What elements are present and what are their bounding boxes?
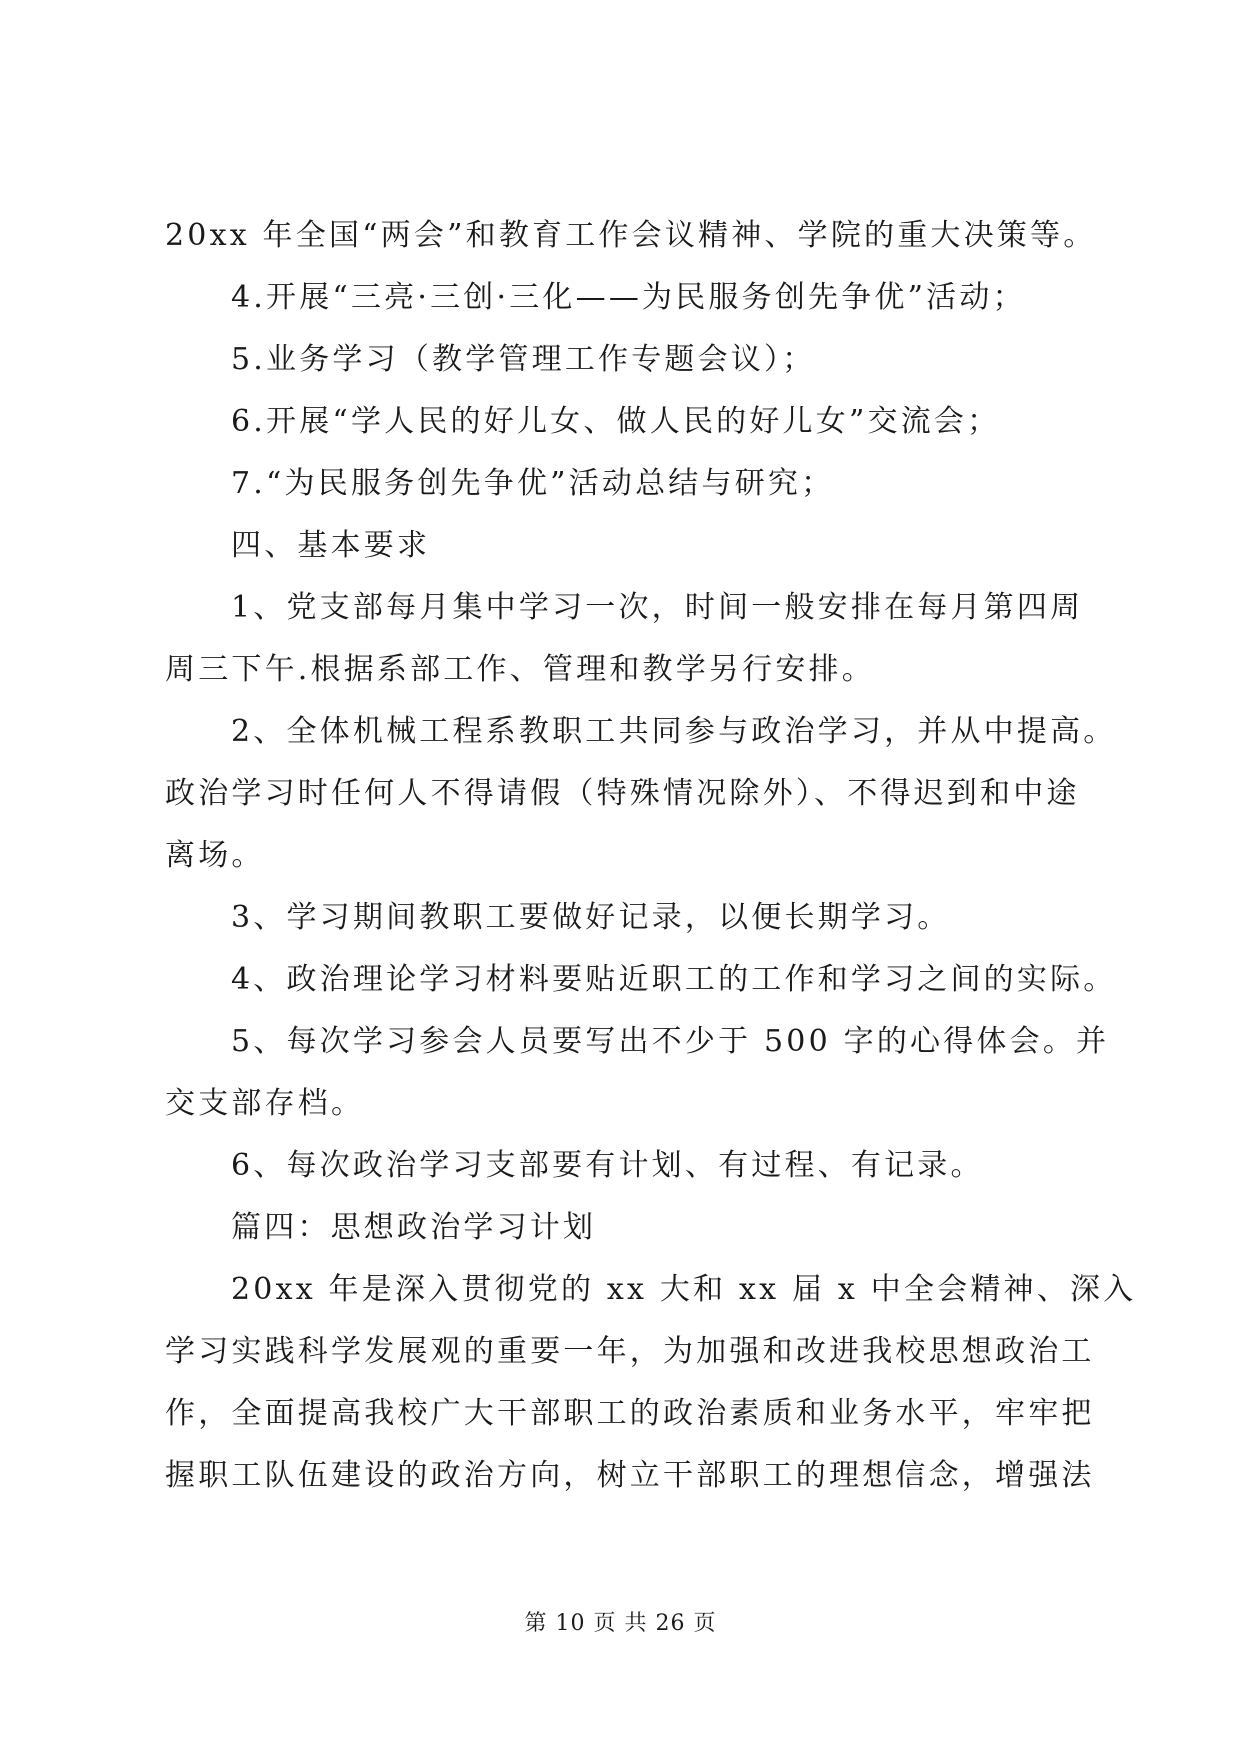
text-line-9: 2、全体机械工程系教职工共同参与政治学习，并从中提高。 bbox=[231, 714, 1117, 749]
text-line-18: 20xx 年是深入贯彻党的 xx 大和 xx 届 x 中全会精神、深入 bbox=[231, 1272, 1137, 1307]
text-line-20: 作，全面提高我校广大干部职工的政治素质和业务水平，牢牢把 bbox=[165, 1396, 1095, 1431]
text-line-5: 7.“为民服务创先争优”活动总结与研究； bbox=[231, 466, 835, 501]
text-line-19: 学习实践科学发展观的重要一年，为加强和改进我校思想政治工 bbox=[165, 1334, 1095, 1369]
page-number-footer: 第 10 页 共 26 页 bbox=[524, 1611, 717, 1636]
text-line-14: 5、每次学习参会人员要写出不少于 500 字的心得体会。并 bbox=[231, 1024, 1110, 1059]
text-line-8: 周三下午.根据系部工作、管理和教学另行安排。 bbox=[165, 652, 875, 687]
text-line-7: 1、党支部每月集中学习一次，时间一般安排在每月第四周 bbox=[231, 590, 1084, 625]
section-heading-requirements: 四、基本要求 bbox=[231, 528, 431, 563]
text-line-1: 20xx 年全国“两会”和教育工作会议精神、学院的重大决策等。 bbox=[165, 218, 1097, 253]
text-line-21: 握职工队伍建设的政治方向，树立干部职工的理想信念，增强法 bbox=[165, 1458, 1095, 1493]
text-line-2: 4.开展“三亮·三创·三化——为民服务创先争优”活动； bbox=[231, 280, 1026, 315]
text-line-10: 政治学习时任何人不得请假（特殊情况除外）、不得迟到和中途 bbox=[165, 776, 1080, 811]
text-line-12: 3、学习期间教职工要做好记录，以便长期学习。 bbox=[231, 900, 951, 935]
document-body bbox=[165, 205, 1137, 1507]
text-line-4: 6.开展“学人民的好儿女、做人民的好儿女”交流会； bbox=[231, 404, 1001, 439]
text-line-15: 交支部存档。 bbox=[165, 1086, 365, 1121]
text-line-13: 4、政治理论学习材料要贴近职工的工作和学习之间的实际。 bbox=[231, 962, 1117, 997]
section-heading-part-four: 篇四：思想政治学习计划 bbox=[231, 1210, 597, 1245]
text-line-3: 5.业务学习（教学管理工作专题会议）； bbox=[231, 342, 816, 377]
text-line-16: 6、每次政治学习支部要有计划、有过程、有记录。 bbox=[231, 1148, 984, 1183]
text-line-11: 离场。 bbox=[165, 838, 265, 873]
